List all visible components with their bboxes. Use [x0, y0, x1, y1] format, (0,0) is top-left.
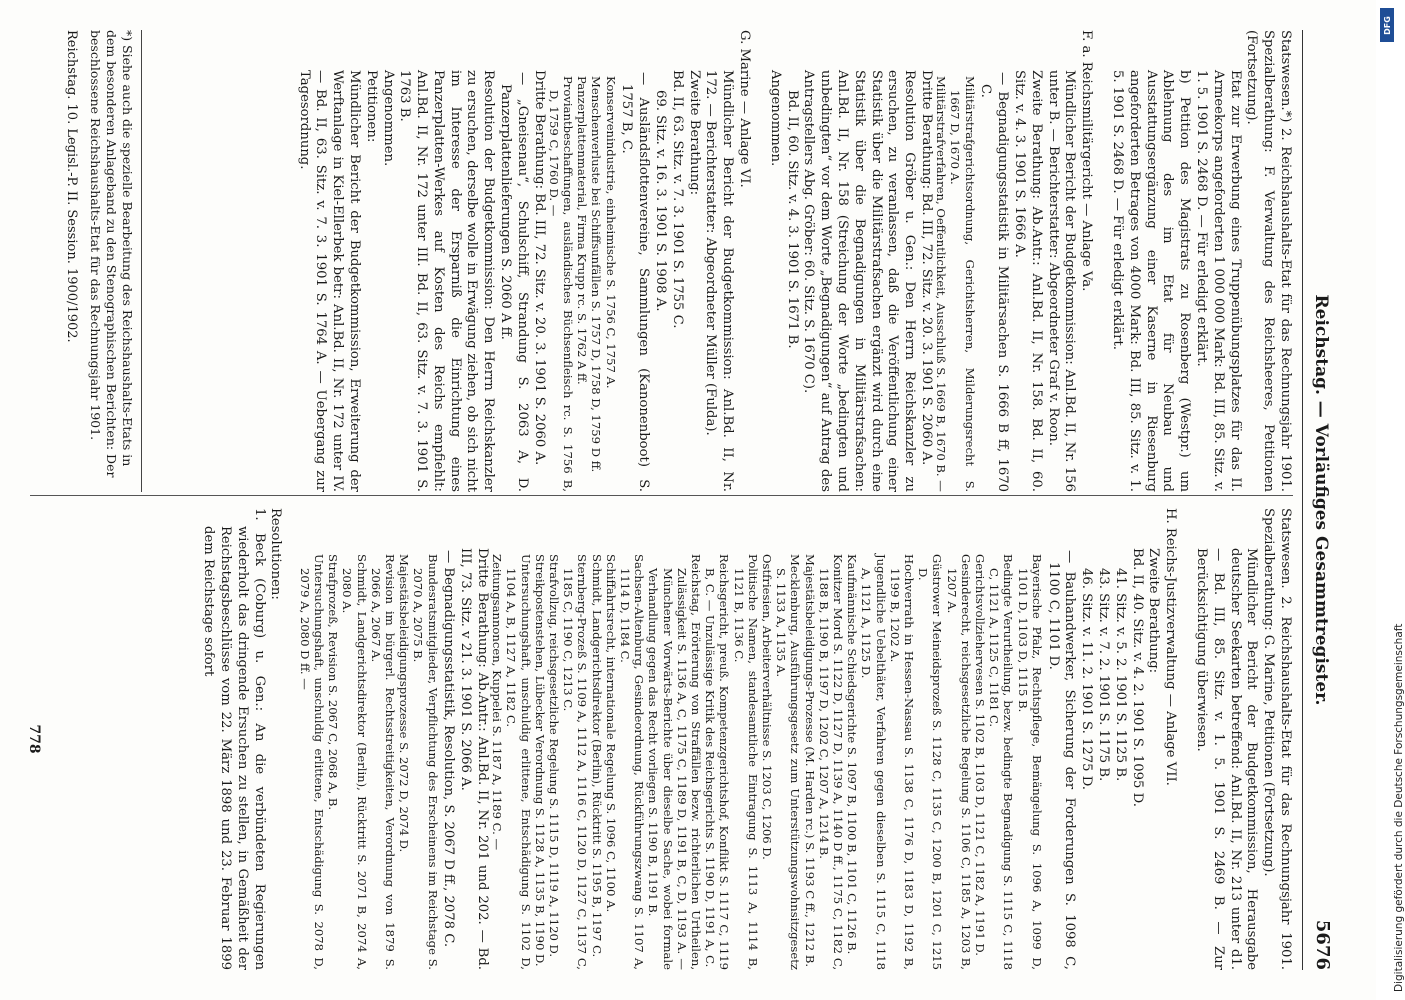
right-column-entry: Bd. II, 40. Sitz. v. 4. 2. 1901 S. 1095 D.	[1129, 548, 1145, 807]
dfg-credit: Digitalisierung gefördert durch die Deutsche Forschungsgemeinschaft	[1393, 623, 1405, 992]
left-column-entry: Zweite Berathung: Ab.Antr.: Anl.Bd. II, Nr. 158. Bd. II, 60. Sitz. v. 4. 3. 1901 S. 1666 A.	[1012, 70, 1044, 492]
right-column-entry: Schmidt, Landgerichtsdirektor (Berlin), Rücktritt S. 2071 B, 2074 A, 2080 A.	[340, 554, 369, 970]
left-column-entry: Statswesen.*) 2. Reichshaushalts-Etat für das Rechnungsjahr 1901. Spezialberathung: F. Verwaltung des Reichsheeres, Petitionen (Fortsetzung).	[1244, 30, 1293, 492]
right-column-entry: Kaufmännische Schiedsgerichte S. 1097 B, 1100 B, 1101 C, 1126 B.	[845, 554, 860, 955]
right-column-entry: 1. Beck (Coburg) u. Gen.: An die verbündeten Regierungen wiederholt das dringende Ersuchen zu stellen, in Gemäßheit der Reichstagsbeschlüsse vom 22. März 1898 und 23. Februar 1899 dem Reichstage sofort	[201, 508, 267, 970]
right-column-entry: Revision im bürgerl. Rechtsstreitigkeiten, Verordnung von 1879 S. 2066 A, 2067 A.	[368, 554, 397, 970]
left-column-entry: Dritte Berathung: Bd. III, 72. Sitz. v. 20. 3. 1901 S. 2060 A.	[919, 70, 935, 466]
left-column-entry: Petitionen:	[363, 70, 379, 143]
left-column-entry: Mündlicher Bericht der Budgetkommission: Anl.Bd. II, Nr. 156 unter B. — Berichterstatter: Abgeordneter Graf v. Roon.	[1045, 70, 1078, 492]
left-column	[20, 30, 1293, 492]
right-column-entry: Mecklenburg, Ausführungsgesetz zum Unterstützungswohnsitzgesetz S. 1133 A, 1135 A.	[774, 554, 803, 970]
right-column-entry: Hochverrath in Hessen-Nassau S. 1138 C, 1176 D, 1183 D, 1192 B, 1199 B, 1202 A.	[887, 554, 917, 970]
dfg-logo-text: DFG	[1382, 15, 1392, 35]
right-column-entry: — Bauhandwerker, Sicherung der Forderungen S. 1098 C, 1100 C, 1101 D.	[1045, 550, 1078, 970]
right-column-entry: Sternberg-Prozeß S. 1109 A, 1112 A, 1116 C, 1120 D, 1127 C, 1137 C, 1185 C, 1190 C, 1213 C.	[561, 554, 590, 970]
footnote: *) Siehe auch die spezielle Bearbeitung des Reichshaushalts-Etats in dem besonderen Anlageband zu den Stenographischen Berichten: Der beschlossene Reichshaushalts-Etat für das Rechnungsjahr 1901.	[87, 30, 142, 492]
left-column-entry: Panzerplattenmaterial, Firma Krupp rc. S. 1762 A ff.	[575, 76, 590, 385]
left-column-entry: Angenommen.	[380, 70, 396, 167]
right-column-entry: Majestätsbeleidigungs-Prozesse (M. Harden rc.) S. 1193 C ff., 1212 B.	[802, 554, 817, 968]
right-column-entry: Resolutionen:	[268, 508, 284, 600]
right-column-entry: Schiffahrtsrecht, internationale Regelung S. 1096 C, 1100 A.	[603, 554, 618, 913]
page-number: 5676	[1312, 919, 1333, 970]
right-column-entry: Ostfriesien, Arbeiterverhältnisse S. 1203 C, 1206 D.	[759, 554, 774, 860]
right-column-entry: — Begnadigungsstatistik, Resolution, S. 2067 D ff., 2078 C.	[441, 550, 457, 948]
right-column-entry: Gesinderecht, reichsgesetzliche Regelung S. 1106 C, 1185 A, 1203 B, 1207 A.	[944, 554, 973, 970]
left-column-entry: 69. Sitz. v. 16. 3. 1901 S. 1908 A.	[653, 90, 669, 312]
left-column-entry: Zweite Berathung:	[686, 70, 702, 196]
left-column-entry: Menschenverluste bei Schiffsunfällen S. 1757 D, 1758 D, 1759 D ff.	[589, 76, 604, 473]
left-column-entry: b) Petition des Magistrats zu Rosenberg (Westpr.) um Ablehnung des im Etat für Neubau und Ausstattungsergänzung einer Kaserne in Riesenburg angeforderten Betrages von 4000 Mark: Bd. III, 85. Sitz. v. 1. 5. 1901 S. 2468 D. — Für erledigt erklärt.	[1110, 70, 1193, 492]
left-column-entry: Mündlicher Bericht der Budgetkommission, Erweiterung der Werftanlage in Kiel-Ellerbek betr: Anl.Bd. II, Nr. 172 unter IV. — Bd. II, 63. Sitz. v. 7. 3. 1901 S. 1764 A. — Uebergang zur Tagesordnung.	[296, 70, 362, 492]
right-column-entry: Streikpostenstehen, Lübecker Verordnung S. 1128 A, 1135 B, 1190 D.	[532, 554, 547, 967]
right-column-entry: Strafprozeß, Revision S. 2067 C, 2068 A, B.	[326, 554, 341, 811]
left-column-entry: — Ausländsflottenvereine, Sammlungen (Kanonenboot) S. 1757 B, C.	[619, 72, 652, 492]
right-column-entry: Sachsen-Altenburg, Gesindeordnung, Rückführungszwang S. 1107 A, 1114 D, 1184 C.	[617, 554, 647, 970]
left-column-entry: Resolution der Budgetkommission: Den Herrn Reichskanzler zu ersuchen, derselbe wolle in Erwägung ziehen, ob sich nicht im Interesse der Ersparniß die Einrichtung eines Panzerplatten-Werkes auf Kosten des Reichs empfiehlt: Anl.Bd. II, Nr. 172 unter III. Bd. II, 63. Sitz. v. 7. 3. 1901 S. 1763 B.	[397, 70, 497, 492]
left-column-entry: — „Gneisenau“, Schulschiff, Strandung S. 2063 A, D. Panzerplattenlieferungen S. 2060 A ff.	[498, 72, 530, 492]
right-column-entry: Zeitungsannoncen, Kuppelei S. 1187 A, 1189 C. —	[490, 554, 505, 851]
right-column-entry: Bayerische Pfalz, Rechtspflege, Bemängelung S. 1096 A, 1099 D, 1101 D, 1103 D, 1115 B.	[1015, 554, 1044, 970]
left-column-entry: Militärstrafgerichtsordnung, Gerichtsherren, Milderungsrecht S. 1667 D, 1670 A.	[948, 76, 977, 492]
footer-left: Reichstag. 10. Legisl.-P. II. Session. 1900/1902.	[64, 30, 79, 343]
right-column-entry: Zweite Berathung:	[1146, 548, 1162, 674]
right-column	[20, 508, 1293, 970]
right-column-entry: Reichstag, Erörterung von Straffällen bezw. richterlichen Urtheilen, Zulässigkeit S. 1136 A, C, 1175 C, 1189 D, 1191 B, C, D, 1193 A. — Münchener Vorwärts-Berichte über dieselbe Sache, wobei formale Verhandlung gegen das Recht vorliegen S. 1190 B, 1191 B.	[646, 554, 703, 970]
left-column-entry: Bd. II, 63. Sitz. v. 7. 3. 1901 S. 1755 C.	[669, 70, 685, 329]
right-column-entry: Untersuchungshaft, unschuldig erlittene, Entschädigung S. 2078 D, 2079 A, 2080 D ff. —	[297, 554, 326, 970]
right-column-entry: 46. Sitz. v. 11. 2. 1901 S. 1275 D.	[1079, 568, 1095, 791]
left-column-entry: Etat zur Erwerbung eines Truppenübungsplatzes für das II. Armeekorps angeforderten 1 000 000 Mark: Bd. III, 85. Sitz. v. 1. 5. 1901 S. 2468 D. — Für erledigt erklärt.	[1194, 70, 1243, 492]
right-column-entry: Schmidt, Landgerichtsdirektor (Berlin), Rücktritt S. 1195 B, 1197 C.	[589, 554, 604, 958]
left-column-entry: Proviantbeschaffungen, ausländisches Büchsenfleisch rc. S. 1756 B, D, 1759 C, 1760 D. —	[546, 76, 576, 492]
right-column-entry: Jugendliche Uebelthäter, Verfahren gegen dieselben S. 1115 C, 1118 A, 1121 A, 1125 D.	[859, 554, 888, 970]
dfg-logo	[1380, 8, 1394, 42]
left-column-entry: Bd. II, 60. Sitz. v. 4. 3. 1901 S. 1671 B.	[784, 90, 800, 349]
right-column-entry: Dritte Berathung: Ab.Antr.: Anl.Bd. II, Nr. 201 und 202. — Bd. III, 73. Sitz. v 21. 3. 1901 S. 2066 A.	[458, 548, 490, 970]
left-column-entry: Dritte Berathung: Bd. III, 72. Sitz. v. 20. 3. 1901 S. 2060 A.	[531, 70, 547, 466]
left-column-entry: Angenommen.	[767, 70, 783, 167]
left-column-entry: Konservenindustrie, einheimische S. 1756 C, 1757 A.	[603, 76, 618, 389]
right-column-entry: Konitzer Mord S. 1122 D, 1127 D, 1139 A, 1140 D ff., 1175 C, 1182 C, 1188 B, 1190 B, 1197 D, 1202 C, 1207 A, 1214 B.	[816, 554, 845, 970]
left-column-entry: G. Marine — Anlage VI.	[737, 30, 753, 188]
right-column-entry: 43. Sitz. v. 7. 2. 1901 S. 1175 B.	[1096, 568, 1112, 782]
right-column-entry: Gerichtsvollziehervesen S. 1102 B, 1103 D, 1121 C, 1182 A, 1191 D.	[973, 554, 988, 956]
footer-right-number: 778	[26, 724, 42, 754]
right-column-entry: Politische Namen, standesamtliche Eintragung S. 1113 A, 1114 B, 1121 B, 1136 C.	[731, 554, 760, 970]
right-column-entry: Bedingte Verurtheilung, bezw. bedingte Begnadigung S. 1115 C, 1118 C, 1121 A, 1125 C, 1181 C.	[987, 554, 1016, 970]
right-column-entry: Reichsgericht, preuß. Kompetenzgerichtshof, Konflikt S. 1117 C, 1119 B, C. — Unzulässige Kritik des Reichsgerichts S. 1190 D, 1191 A, C.	[703, 554, 732, 970]
column-separator	[30, 495, 1293, 496]
right-column-entry: Bundesratsmitglieder, Verpflichtung des Erscheinens im Reichstage S. 2070 A, 2075 B.	[411, 554, 440, 970]
left-column-entry: Resolution Gröber u. Gen.: Den Herrn Reichskanzler zu ersuchen, zu veranlassen, daß die Veröffentlichung einer Statistik über die Militärstrafsachen ergänzt wird durch eine Statistik über die Begnadigungen in Militärstrafsachen: Anl.Bd. II, Nr. 158 (Streichung der Worte „bedingten und unbedingten“ vor dem Worte „Begnadigungen“ auf Antrag des Antragstellers Abg. Gröber: 60. Sitz. S. 1670 C).	[801, 70, 918, 492]
right-column-entry: Güstrower Meineidsprozeß S. 1128 C, 1135 C, 1200 B, 1201 C, 1215 D.	[916, 554, 945, 970]
right-column-entry: H. Reichs-Justizverwaltung — Anlage VII.	[1163, 508, 1179, 786]
right-column-entry: Mündlicher Bericht der Budgetkommission, Herausgabe deutscher Seekarten betreffend: Anl.Bd. II, Nr. 213 unter d1. — Bd. III, 85. Sitz. v. 1. 5. 1901 S. 2469 B. — Zur Berücksichtigung überwiesen.	[1194, 548, 1260, 970]
left-column-entry: F. a. Reichsmilitärgericht — Anlage Va.	[1079, 30, 1095, 292]
right-column-entry: 41. Sitz. v. 5. 2. 1901 S. 1125 B.	[1112, 568, 1128, 782]
right-column-entry: Majestätsbeleidigungsprozesse S. 2072 D, 2074 D.	[397, 554, 412, 853]
right-column-entry: Strafvollzug, reichsgesetzliche Regelung S. 1115 D, 1119 A, 1120 D.	[546, 554, 561, 958]
header-title: Reichstag. — Vorläufiges Gesammtregister.	[1311, 294, 1331, 706]
running-header	[1302, 30, 1337, 970]
left-column-entry: Militärstrafverfahren, Oeffentlichkeit, Ausschluß S. 1669 B, 1670 B. —	[934, 76, 949, 492]
right-column-entry: Statswesen. 2. Reichshaushalts-Etat für das Rechnungsjahr 1901. Spezialberathung: G. Marine, Petitionen (Fortsetzung).	[1261, 508, 1293, 970]
right-column-entry: Untersuchungshaft, unschuldig erlittene, Entschädigung S. 1102 D, 1104 A, B, 1127 A, 1182 C.	[504, 554, 533, 970]
left-column-entry: — Begnadigungsstatistik in Militärsachen S. 1666 B ff, 1670 C.	[978, 72, 1011, 492]
left-column-entry: Mündlicher Bericht der Budgetkommission: Anl.Bd. II, Nr. 172. — Berichterstatter: Abgeordneter Müller (Fulda).	[703, 70, 736, 492]
